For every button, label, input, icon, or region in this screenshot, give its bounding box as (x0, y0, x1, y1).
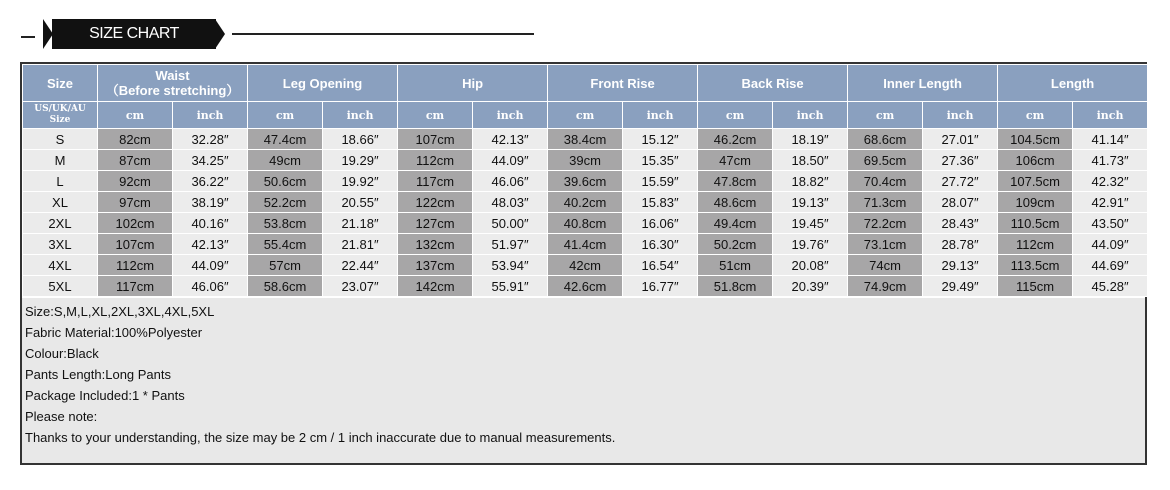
cm-value-cell: 51cm (698, 255, 773, 276)
cm-value-cell: 53.8cm (248, 213, 323, 234)
inch-value-cell: 19.29″ (323, 150, 398, 171)
inch-value-cell: 44.69″ (1073, 255, 1148, 276)
inch-value-cell: 46.06″ (173, 276, 248, 297)
unit-header-inch: inch (473, 102, 548, 129)
cm-value-cell: 58.6cm (248, 276, 323, 297)
cm-value-cell: 102cm (98, 213, 173, 234)
group-header-waist (98, 65, 248, 102)
table-row (23, 234, 1148, 255)
size-chart (20, 62, 1147, 465)
cm-value-cell: 38.4cm (548, 129, 623, 150)
group-header-row (23, 65, 1148, 102)
inch-value-cell: 16.06″ (623, 213, 698, 234)
unit-header-cm: cm (998, 102, 1073, 129)
inch-value-cell: 44.09″ (1073, 234, 1148, 255)
table-row (23, 192, 1148, 213)
inch-value-cell: 50.00″ (473, 213, 548, 234)
cm-value-cell: 113.5cm (998, 255, 1073, 276)
unit-header-cm: cm (698, 102, 773, 129)
size-cell: 5XL (23, 276, 98, 297)
cm-value-cell: 50.2cm (698, 234, 773, 255)
inch-value-cell: 53.94″ (473, 255, 548, 276)
inch-value-cell: 15.35″ (623, 150, 698, 171)
cm-value-cell: 112cm (98, 255, 173, 276)
inch-value-cell: 51.97″ (473, 234, 548, 255)
inch-value-cell: 21.18″ (323, 213, 398, 234)
cm-value-cell: 104.5cm (998, 129, 1073, 150)
unit-header-row (23, 102, 1148, 129)
cm-value-cell: 72.2cm (848, 213, 923, 234)
cm-value-cell: 57cm (248, 255, 323, 276)
group-header-hip: Hip (398, 65, 548, 102)
inch-value-cell: 29.49″ (923, 276, 998, 297)
header-dash (21, 36, 35, 38)
size-cell: M (23, 150, 98, 171)
cm-value-cell: 107.5cm (998, 171, 1073, 192)
inch-value-cell: 22.44″ (323, 255, 398, 276)
note-line: Fabric Material:100%Polyester (25, 325, 203, 340)
unit-header-inch: inch (1073, 102, 1148, 129)
cm-value-cell: 132cm (398, 234, 473, 255)
cm-value-cell: 73.1cm (848, 234, 923, 255)
cm-value-cell: 47cm (698, 150, 773, 171)
banner-right-notch (215, 19, 225, 49)
inch-value-cell: 41.14″ (1073, 129, 1148, 150)
size-chart-title: SIZE CHART (52, 19, 216, 49)
size-cell: XL (23, 192, 98, 213)
group-header-inner-length: Inner Length (848, 65, 998, 102)
unit-header-inch: inch (773, 102, 848, 129)
cm-value-cell: 97cm (98, 192, 173, 213)
cm-value-cell: 49.4cm (698, 213, 773, 234)
cm-value-cell: 117cm (398, 171, 473, 192)
size-header: Size (23, 65, 98, 102)
inch-value-cell: 44.09″ (173, 255, 248, 276)
cm-value-cell: 49cm (248, 150, 323, 171)
cm-value-cell: 46.2cm (698, 129, 773, 150)
cm-value-cell: 115cm (998, 276, 1073, 297)
cm-value-cell: 117cm (98, 276, 173, 297)
group-header-front-rise: Front Rise (548, 65, 698, 102)
cm-value-cell: 51.8cm (698, 276, 773, 297)
cm-value-cell: 52.2cm (248, 192, 323, 213)
note-line: Package Included:1 * Pants (25, 388, 185, 403)
note-line: Colour:Black (25, 346, 99, 361)
note-line: Size:S,M,L,XL,2XL,3XL,4XL,5XL (25, 304, 215, 319)
cm-value-cell: 47.4cm (248, 129, 323, 150)
cm-value-cell: 137cm (398, 255, 473, 276)
table-row (23, 150, 1148, 171)
inch-value-cell: 28.07″ (923, 192, 998, 213)
inch-value-cell: 15.59″ (623, 171, 698, 192)
inch-value-cell: 48.03″ (473, 192, 548, 213)
inch-value-cell: 18.50″ (773, 150, 848, 171)
cm-value-cell: 70.4cm (848, 171, 923, 192)
cm-value-cell: 87cm (98, 150, 173, 171)
inch-value-cell: 19.13″ (773, 192, 848, 213)
cm-value-cell: 50.6cm (248, 171, 323, 192)
inch-value-cell: 21.81″ (323, 234, 398, 255)
inch-value-cell: 42.32″ (1073, 171, 1148, 192)
inch-value-cell: 27.72″ (923, 171, 998, 192)
unit-header-inch: inch (623, 102, 698, 129)
group-header-length: Length (998, 65, 1148, 102)
table-row (23, 129, 1148, 150)
cm-value-cell: 109cm (998, 192, 1073, 213)
inch-value-cell: 55.91″ (473, 276, 548, 297)
inch-value-cell: 46.06″ (473, 171, 548, 192)
group-label: Waist (155, 68, 190, 83)
table-row (23, 276, 1148, 297)
header-rule (232, 33, 534, 35)
inch-value-cell: 19.45″ (773, 213, 848, 234)
inch-value-cell: 45.28″ (1073, 276, 1148, 297)
inch-value-cell: 18.66″ (323, 129, 398, 150)
cm-value-cell: 107cm (98, 234, 173, 255)
inch-value-cell: 40.16″ (173, 213, 248, 234)
cm-value-cell: 107cm (398, 129, 473, 150)
inch-value-cell: 18.19″ (773, 129, 848, 150)
unit-header-cm: cm (848, 102, 923, 129)
cm-value-cell: 42cm (548, 255, 623, 276)
table-row (23, 255, 1148, 276)
inch-value-cell: 16.77″ (623, 276, 698, 297)
unit-header-cm: cm (248, 102, 323, 129)
cm-value-cell: 47.8cm (698, 171, 773, 192)
unit-header-inch: inch (923, 102, 998, 129)
cm-value-cell: 40.8cm (548, 213, 623, 234)
cm-value-cell: 71.3cm (848, 192, 923, 213)
note-line: Please note: (25, 409, 98, 424)
cm-value-cell: 42.6cm (548, 276, 623, 297)
unit-header-inch: inch (173, 102, 248, 129)
cm-value-cell: 69.5cm (848, 150, 923, 171)
cm-value-cell: 41.4cm (548, 234, 623, 255)
size-cell: 3XL (23, 234, 98, 255)
cm-value-cell: 74.9cm (848, 276, 923, 297)
table-row (23, 171, 1148, 192)
inch-value-cell: 27.01″ (923, 129, 998, 150)
inch-value-cell: 38.19″ (173, 192, 248, 213)
group-header-back-rise: Back Rise (698, 65, 848, 102)
cm-value-cell: 127cm (398, 213, 473, 234)
cm-value-cell: 74cm (848, 255, 923, 276)
unit-header-cm: cm (98, 102, 173, 129)
inch-value-cell: 29.13″ (923, 255, 998, 276)
cm-value-cell: 142cm (398, 276, 473, 297)
inch-value-cell: 32.28″ (173, 129, 248, 150)
inch-value-cell: 34.25″ (173, 150, 248, 171)
inch-value-cell: 28.43″ (923, 213, 998, 234)
product-notes (22, 297, 1145, 463)
inch-value-cell: 28.78″ (923, 234, 998, 255)
inch-value-cell: 41.73″ (1073, 150, 1148, 171)
inch-value-cell: 42.13″ (473, 129, 548, 150)
unit-header-cm: cm (398, 102, 473, 129)
inch-value-cell: 44.09″ (473, 150, 548, 171)
inch-value-cell: 15.12″ (623, 129, 698, 150)
cm-value-cell: 48.6cm (698, 192, 773, 213)
size-rows (23, 129, 1148, 297)
cm-value-cell: 112cm (998, 234, 1073, 255)
group-header-leg-opening: Leg Opening (248, 65, 398, 102)
cm-value-cell: 110.5cm (998, 213, 1073, 234)
cm-value-cell: 106cm (998, 150, 1073, 171)
size-cell: 4XL (23, 255, 98, 276)
unit-header-inch: inch (323, 102, 398, 129)
inch-value-cell: 43.50″ (1073, 213, 1148, 234)
size-cell: L (23, 171, 98, 192)
cm-value-cell: 68.6cm (848, 129, 923, 150)
inch-value-cell: 20.55″ (323, 192, 398, 213)
inch-value-cell: 19.76″ (773, 234, 848, 255)
inch-value-cell: 16.54″ (623, 255, 698, 276)
cm-value-cell: 40.2cm (548, 192, 623, 213)
inch-value-cell: 36.22″ (173, 171, 248, 192)
inch-value-cell: 27.36″ (923, 150, 998, 171)
inch-value-cell: 19.92″ (323, 171, 398, 192)
note-line: Pants Length:Long Pants (25, 367, 172, 382)
size-cell: 2XL (23, 213, 98, 234)
inch-value-cell: 23.07″ (323, 276, 398, 297)
inch-value-cell: 15.83″ (623, 192, 698, 213)
inch-value-cell: 42.13″ (173, 234, 248, 255)
table-row (23, 213, 1148, 234)
size-table (22, 64, 1148, 297)
inch-value-cell: 42.91″ (1073, 192, 1148, 213)
size-chart-header (0, 0, 1170, 60)
inch-value-cell: 20.08″ (773, 255, 848, 276)
cm-value-cell: 112cm (398, 150, 473, 171)
cm-value-cell: 92cm (98, 171, 173, 192)
inch-value-cell: 16.30″ (623, 234, 698, 255)
cm-value-cell: 55.4cm (248, 234, 323, 255)
inch-value-cell: 20.39″ (773, 276, 848, 297)
cm-value-cell: 39cm (548, 150, 623, 171)
size-subheader: US/UK/AU Size (23, 102, 98, 129)
inch-value-cell: 18.82″ (773, 171, 848, 192)
note-line: Thanks to your understanding, the size may be 2 cm / 1 inch inaccurate due to manual measurements. (25, 430, 616, 445)
size-cell: S (23, 129, 98, 150)
group-sublabel: （Before stretching） (105, 83, 240, 98)
unit-header-cm: cm (548, 102, 623, 129)
cm-value-cell: 122cm (398, 192, 473, 213)
cm-value-cell: 82cm (98, 129, 173, 150)
cm-value-cell: 39.6cm (548, 171, 623, 192)
